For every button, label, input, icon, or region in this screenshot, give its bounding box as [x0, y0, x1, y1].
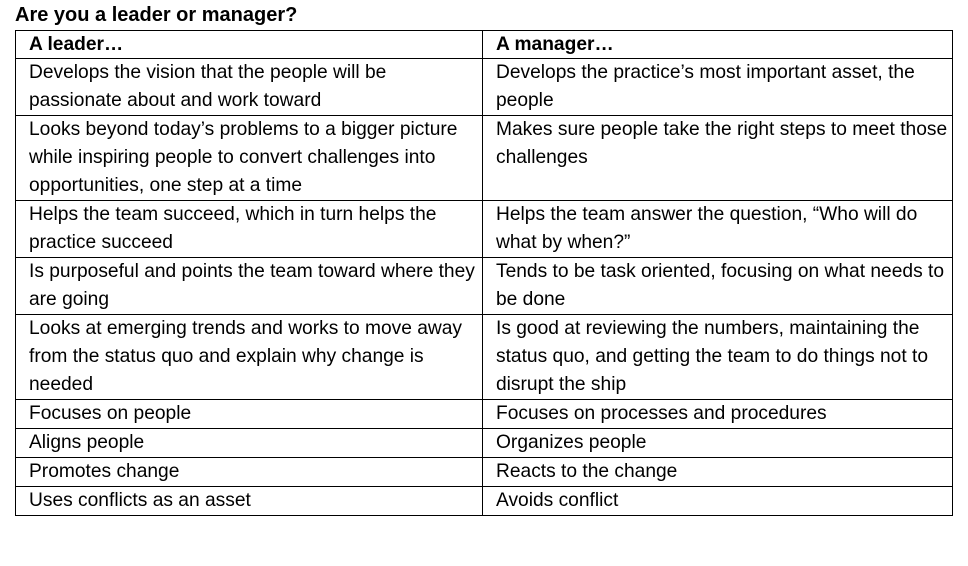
manager-column-header: A manager… [483, 31, 953, 59]
table-row [16, 458, 953, 487]
manager-cell: Develops the practice’s most important asset, the people [483, 59, 953, 116]
leader-column-header: A leader… [16, 31, 483, 59]
leader-cell: Looks beyond today’s problems to a bigger picture while inspiring people to convert challenges into opportunities, one step at a time [16, 116, 483, 201]
table-row [16, 487, 953, 516]
leader-cell: Promotes change [16, 458, 483, 487]
table-row [16, 258, 953, 315]
table-row [16, 116, 953, 201]
leader-cell: Is purposeful and points the team toward where they are going [16, 258, 483, 315]
leader-cell: Looks at emerging trends and works to move away from the status quo and explain why change is needed [16, 315, 483, 400]
table-row [16, 59, 953, 116]
leader-cell: Helps the team succeed, which in turn helps the practice succeed [16, 201, 483, 258]
leader-cell: Aligns people [16, 429, 483, 458]
manager-cell: Avoids conflict [483, 487, 953, 516]
manager-cell: Tends to be task oriented, focusing on what needs to be done [483, 258, 953, 315]
leader-cell: Develops the vision that the people will be passionate about and work toward [16, 59, 483, 116]
leader-manager-table [15, 30, 953, 516]
manager-cell: Focuses on processes and procedures [483, 400, 953, 429]
table-row [16, 400, 953, 429]
manager-cell: Organizes people [483, 429, 953, 458]
table-header-row [16, 31, 953, 59]
manager-cell: Reacts to the change [483, 458, 953, 487]
leader-cell: Uses conflicts as an asset [16, 487, 483, 516]
table-row [16, 429, 953, 458]
page-title: Are you a leader or manager? [15, 4, 298, 26]
manager-cell: Makes sure people take the right steps to meet those challenges [483, 116, 953, 201]
table-row [16, 315, 953, 400]
leader-cell: Focuses on people [16, 400, 483, 429]
manager-cell: Helps the team answer the question, “Who will do what by when?” [483, 201, 953, 258]
manager-cell: Is good at reviewing the numbers, maintaining the status quo, and getting the team to do things not to disrupt the ship [483, 315, 953, 400]
table-row [16, 201, 953, 258]
